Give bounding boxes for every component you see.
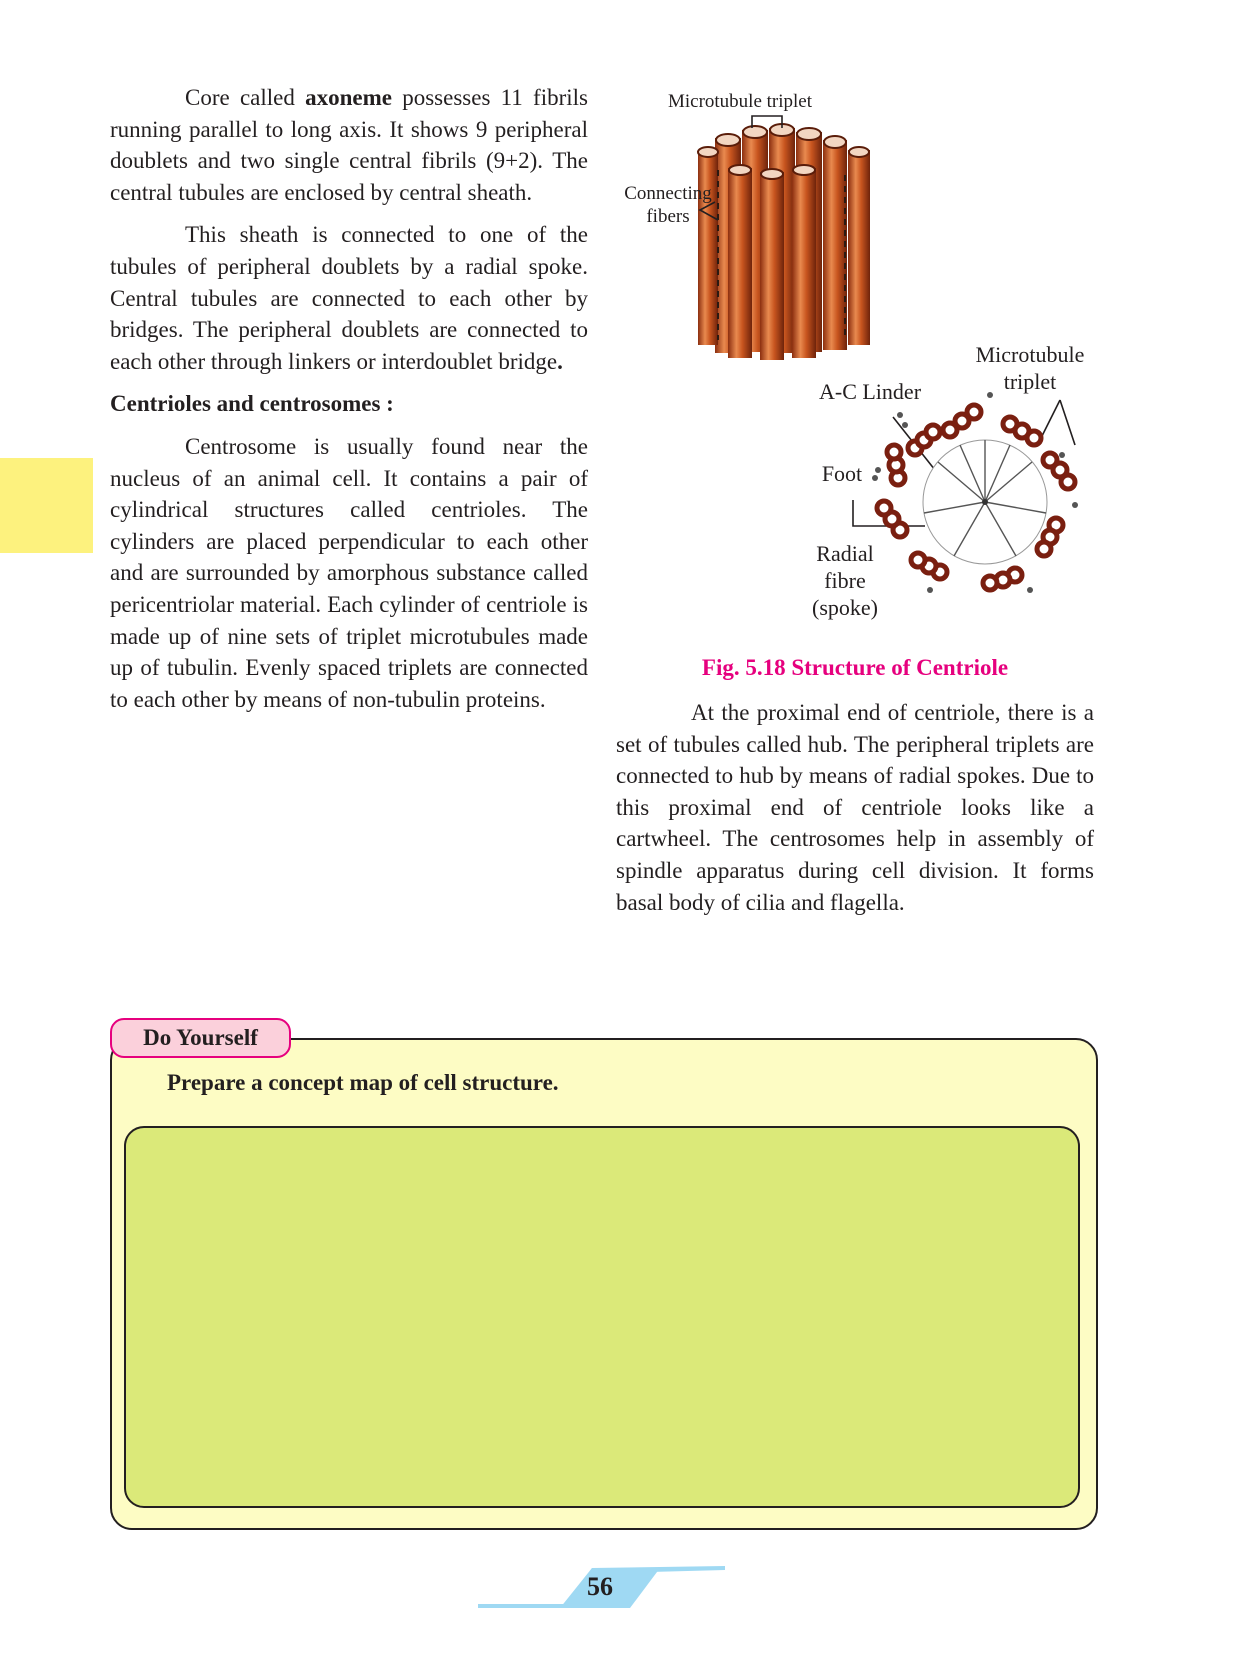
section-heading: Centrioles and centrosomes : (110, 391, 394, 417)
label-microtubule: Microtubule (975, 342, 1085, 367)
right-column (616, 697, 1094, 929)
text-span: Core called (185, 85, 306, 110)
text-span: possesses 11 fibrils running parallel to long axis. It shows 9 peripheral doublets and two single central fibrils (9+2). The central tubules are enclosed by central sheath. (110, 85, 588, 205)
label-microtubule-triplet-top: Microtubule triplet (667, 91, 813, 112)
label-spoke: (spoke) (812, 595, 878, 620)
bold-period: . (557, 348, 563, 374)
label-radial: Radial (816, 541, 874, 566)
do-yourself-tag: Do Yourself (110, 1018, 291, 1058)
label-fibers: fibers (646, 206, 690, 227)
centriole-figure (0, 0, 1241, 640)
label-foot: Foot (821, 461, 863, 486)
text-span: This sheath is connected to one of the tubules of peripheral doublets by a radial spoke. Central tubules are connected to each other by bridges. The peripheral doublets are connected to each other through linkers or interdoublet bridge (110, 222, 588, 374)
bold-term-axoneme: axoneme (305, 85, 392, 110)
centriole-cross-section (872, 392, 1078, 593)
figure-caption: Fig. 5.18 Structure of Centriole (701, 655, 1009, 680)
label-triplet: triplet (1003, 369, 1057, 394)
paragraph-centrosome: Centrosome is usually found near the nucleus of an animal cell. It contains a pair of cylindrical structures called centrioles. The cylinders are placed perpendicular to each other and are surrounded by amorphous substance called pericentriolar material. Each cylinder of centriole is made up of nine sets of triplet microtubules made up of tubulin. Evenly spaced triplets are connected to each other by means of non-tubulin proteins. (110, 433, 588, 712)
label-ac-linder: A-C Linder (818, 379, 922, 404)
centriole-cylinder (698, 124, 870, 360)
label-connecting: Connecting (624, 183, 712, 204)
do-yourself-prompt: Prepare a concept map of cell structure. (167, 1070, 559, 1095)
concept-map-area[interactable] (124, 1126, 1080, 1508)
paragraph-hub: At the proximal end of centriole, there is a set of tubules called hub. The peripheral triplets are connected to hub by means of radial spokes. Due to this proximal end of centriole looks like a cartwheel. The centrosomes help in assembly of spindle apparatus during cell division. It forms basal body of cilia and flagella. (616, 700, 1094, 915)
page-number: 56 (587, 1572, 613, 1601)
label-fibre: fibre (824, 568, 866, 593)
